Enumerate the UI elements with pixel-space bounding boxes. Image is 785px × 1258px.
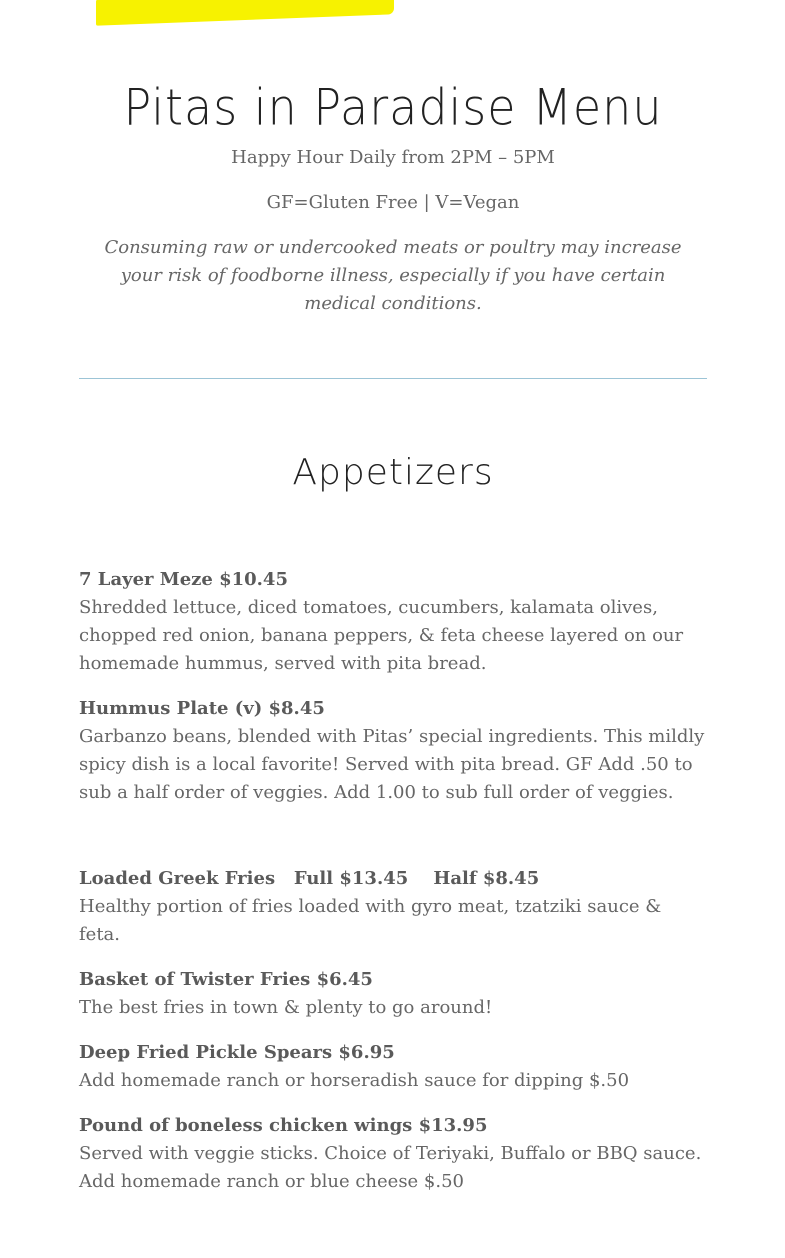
- menu-item-description: Served with veggie sticks. Choice of Teriyaki, Buffalo or BBQ sauce. Add homemade ranch or blue cheese $.50: [79, 1143, 702, 1192]
- decorative-highlight-stripe: [96, 0, 394, 26]
- menu-item: [79, 966, 707, 1022]
- menu-item-description: Healthy portion of fries loaded with gyro meat, tzatziki sauce & feta.: [79, 896, 662, 945]
- menu-item-name: Hummus Plate (v) $8.45: [79, 698, 325, 719]
- menu-item-description: Add homemade ranch or horseradish sauce for dipping $.50: [79, 1070, 630, 1091]
- menu-item-description: Garbanzo beans, blended with Pitas’ special ingredients. This mildly spicy dish is a local favorite! Served with pita bread. GF Add .50 to sub a half order of veggies. Add 1.00 to sub full order of veggies.: [79, 726, 705, 803]
- food-safety-disclaimer: Consuming raw or undercooked meats or poultry may increase your risk of foodborne illness, especially if you have certain medical conditions.: [104, 237, 682, 314]
- happy-hour-text: Happy Hour Daily from 2PM – 5PM: [231, 147, 555, 168]
- menu-item: [79, 566, 707, 678]
- section-divider: [79, 378, 707, 379]
- menu-item-name: 7 Layer Meze $10.45: [79, 569, 288, 590]
- menu-item: [79, 1039, 707, 1095]
- menu-item-name: Loaded Greek Fries Full $13.45 Half $8.45: [79, 868, 540, 889]
- section-title-appetizers: Appetizers: [292, 452, 494, 493]
- diet-legend: GF=Gluten Free | V=Vegan: [266, 192, 520, 213]
- menu-item: [79, 695, 707, 807]
- menu-item-name: Basket of Twister Fries $6.45: [79, 969, 373, 990]
- menu-item: [79, 1112, 707, 1196]
- menu-item: [79, 865, 707, 949]
- menu-item-description: Shredded lettuce, diced tomatoes, cucumbers, kalamata olives, chopped red onion, banana peppers, & feta cheese layered on our homemade hummus, served with pita bread.: [79, 597, 684, 674]
- menu-item-name: Deep Fried Pickle Spears $6.95: [79, 1042, 395, 1063]
- menu-item-description: The best fries in town & plenty to go around!: [79, 997, 493, 1018]
- menu-item-name: Pound of boneless chicken wings $13.95: [79, 1115, 488, 1136]
- menu-title: Pitas in Paradise Menu: [123, 77, 663, 137]
